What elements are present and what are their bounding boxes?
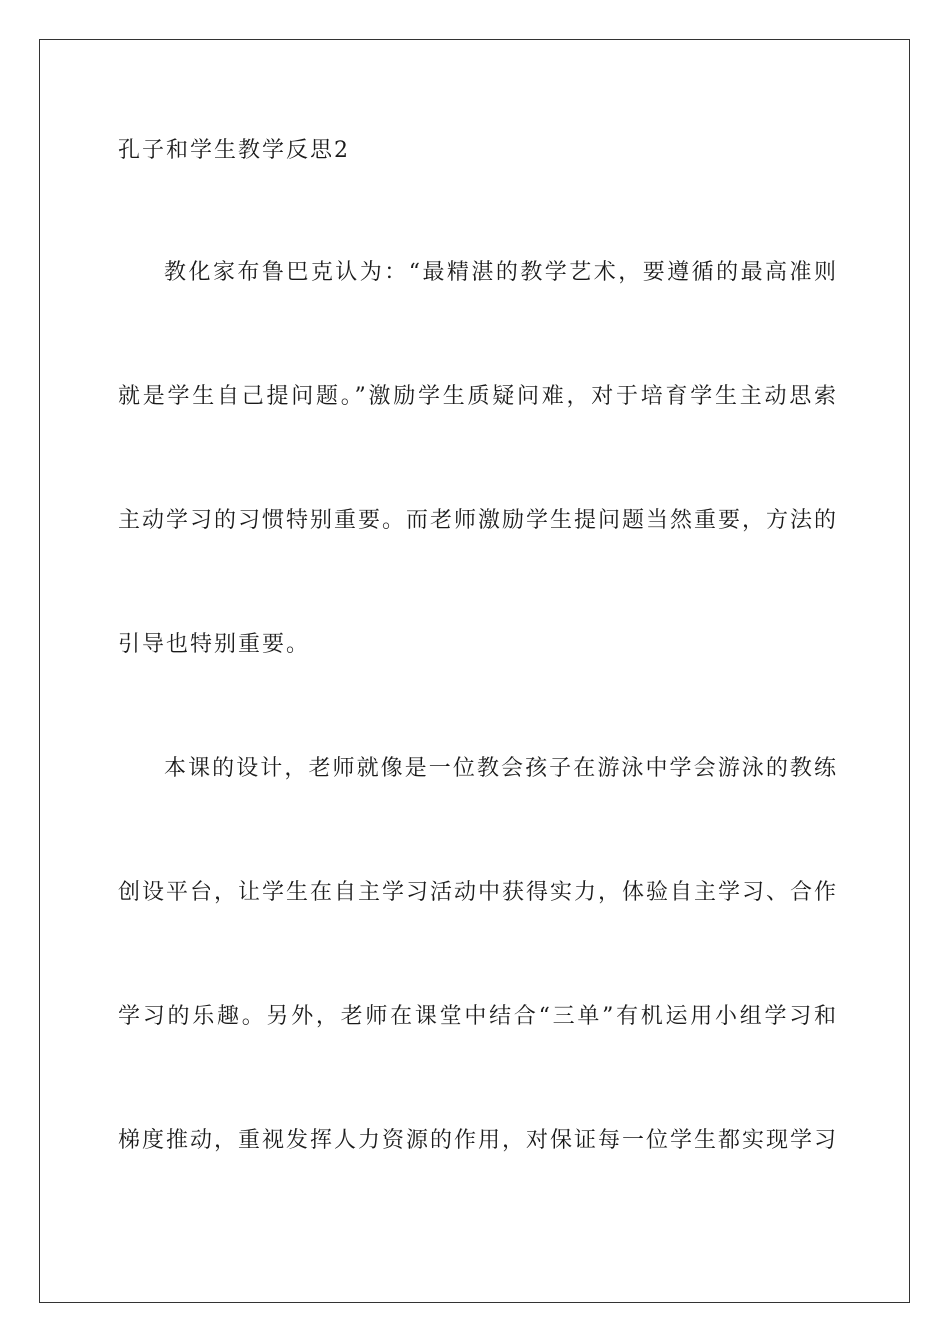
paragraph-1-line-2: 就是学生自己提问题。”激励学生质疑问难，对于培育学生主动思索: [118, 384, 838, 409]
paragraph-2-line-4: 梯度推动，重视发挥人力资源的作用，对保证每一位学生都实现学习: [118, 1128, 839, 1153]
document-title: 孔子和学生教学反思2: [118, 138, 350, 163]
paragraph-1-line-3: 主动学习的习惯特别重要。而老师激励学生提问题当然重要，方法的: [118, 508, 839, 533]
paragraph-1-line-1: 教化家布鲁巴克认为：“最精湛的教学艺术，要遵循的最高准则: [164, 260, 838, 285]
paragraph-1-line-4: 引导也特别重要。: [118, 632, 311, 657]
paragraph-2-line-1: 本课的设计，老师就像是一位教会孩子在游泳中学会游泳的教练: [164, 756, 838, 781]
paragraph-2-line-3: 学习的乐趣。另外，老师在课堂中结合“三单”有机运用小组学习和: [118, 1004, 838, 1029]
page-frame: [39, 39, 910, 1303]
paragraph-2-line-2: 创设平台，让学生在自主学习活动中获得实力，体验自主学习、合作: [118, 880, 839, 905]
